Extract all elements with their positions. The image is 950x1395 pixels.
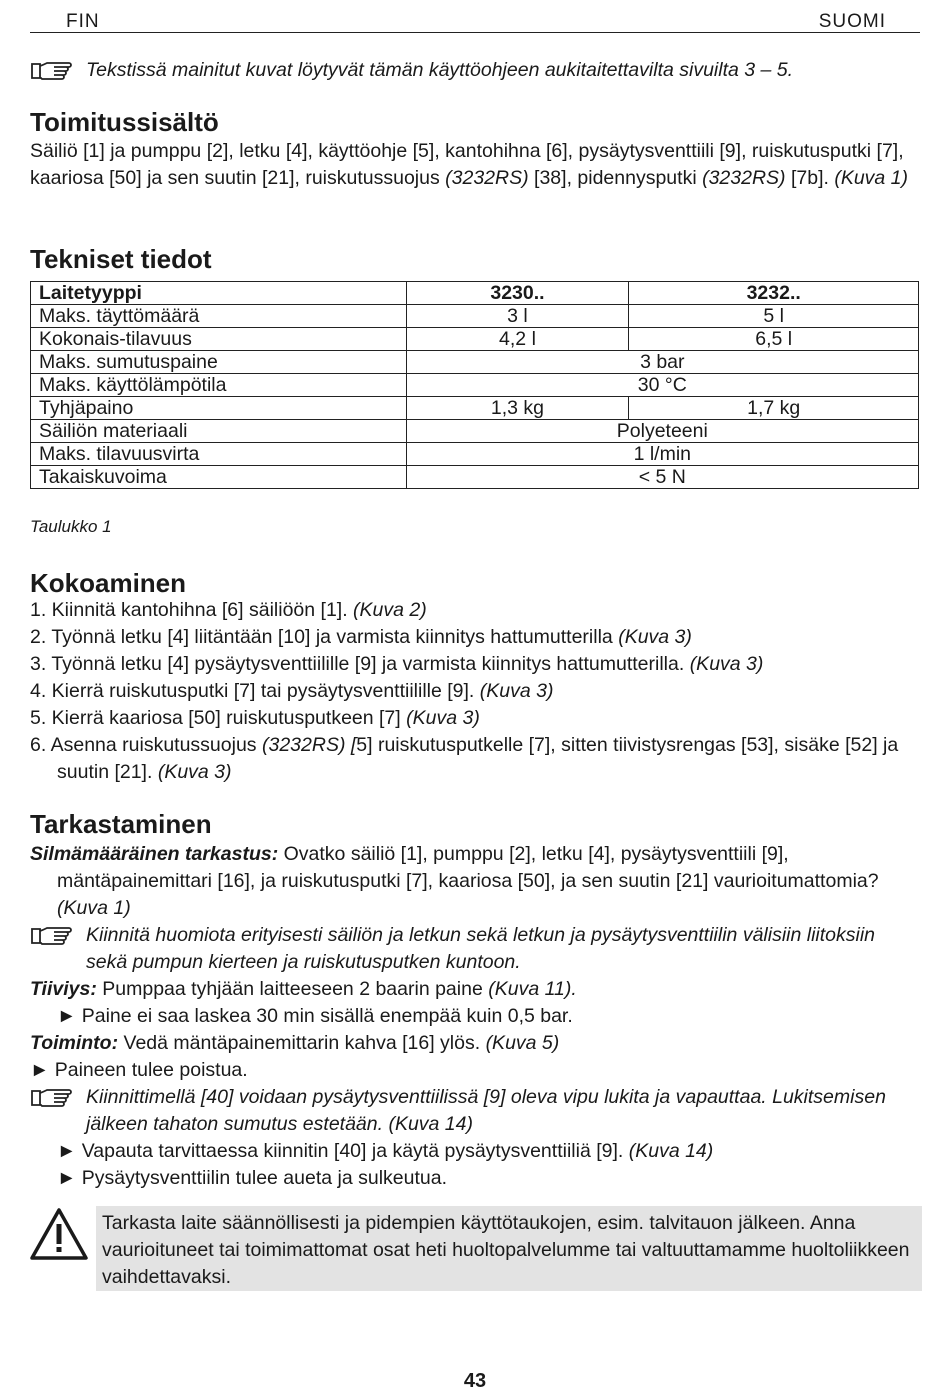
pointing-hand-icon (30, 57, 86, 91)
model-code: (3232RS) [ (261, 734, 357, 756)
step-text: 5. Kierrä kaariosa [50] ruiskutusputkeen [7] (30, 707, 407, 729)
table-cell: 1,3 kg (406, 397, 629, 420)
table-cell: 6,5 l (629, 328, 919, 351)
model-code: (3232RS) (445, 167, 529, 189)
table-row (31, 443, 919, 466)
table-cell: 1 l/min (406, 443, 918, 466)
visual-check-text: Ovatko säiliö [1], pumppu [2], letku [4], pysäytysventtiili [9], mäntäpainemittari [16], ja ruiskutusputki [7], kaariosa [50], ja sen suutin [21] vaurioitumattomia? (57, 843, 879, 892)
tightness-result: ► Paine ei saa laskea 30 min sisällä enempää kuin 0,5 bar. (57, 1005, 573, 1027)
warning-triangle-icon (28, 1206, 90, 1262)
table-cell: < 5 N (406, 466, 918, 489)
table-cell: Takaiskuvoima (31, 466, 407, 489)
table-cell: Maks. sumutuspaine (31, 351, 407, 374)
intro-note-text: Tekstissä mainitut kuvat löytyvät tämän käyttöohjeen aukitaitettavilta sivuilta 3 – 5. (86, 59, 794, 81)
table-header-cell: 3232.. (629, 282, 919, 305)
warning-box (96, 1206, 922, 1291)
figure-ref: (Kuva 5) (485, 1032, 560, 1054)
function-text: Vedä mäntäpainemittarin kahva [16] ylös. (118, 1032, 486, 1054)
table-cell: 4,2 l (406, 328, 629, 351)
table-row (31, 328, 919, 351)
step-text: 4. Kierrä ruiskutusputki [7] tai pysäytysventtiilille [9]. (30, 680, 480, 702)
intro-note (30, 57, 920, 91)
function-result: ► Paineen tulee poistua. (30, 1059, 248, 1081)
delivery-text-part: Säiliö [1] ja pumppu [2], letku [4], käyttöohje [5], kantohihna [6], pysäytysventtiili [9], ruiskutusputki [7], kaariosa [50] ja sen suutin [21], ruiskutussuojus (30, 140, 904, 189)
tightness-label: Tiiviys: (30, 978, 97, 1000)
figure-ref: (Kuva 3) (689, 653, 764, 675)
language-name: SUOMI (818, 11, 886, 32)
table-row (31, 374, 919, 397)
table-cell: Maks. täyttömäärä (31, 305, 407, 328)
table-cell: Tyhjäpaino (31, 397, 407, 420)
page-header (30, 6, 920, 33)
tightness-check (30, 976, 920, 1003)
table-cell: Maks. tilavuusvirta (31, 443, 407, 466)
table-header-cell: Laitetyyppi (31, 282, 407, 305)
delivery-text-part: [7b]. (785, 167, 835, 189)
lock-note (30, 1084, 920, 1138)
list-item (30, 732, 920, 786)
step-text: 3. Työnnä letku [4] pysäytysventtiilille [9] ja varmista kiinnitys hattumutterilla. (30, 653, 690, 675)
warning-text: Tarkasta laite säännöllisesti ja pidempien käyttötaukojen, esim. talvitauon jälkeen. Anna vaurioituneet tai toimimattomat osat heti huoltopalvelumme tai valtuuttamamme huoltoliikkeen vaihdettavaksi. (102, 1212, 910, 1288)
list-item (30, 705, 920, 732)
function-label: Toiminto: (30, 1032, 119, 1054)
list-item (30, 624, 920, 651)
table-row (31, 466, 919, 489)
lock-action (30, 1138, 920, 1165)
visual-check (30, 841, 920, 922)
table-cell: 1,7 kg (629, 397, 919, 420)
table-cell: Polyeteeni (406, 420, 918, 443)
table-row (31, 351, 919, 374)
table-caption: Taulukko 1 (30, 517, 112, 536)
table-cell: 30 °C (406, 374, 918, 397)
table-cell: 3 l (406, 305, 629, 328)
tightness-text: Pumppaa tyhjään laitteeseen 2 baarin paine (96, 978, 489, 1000)
assembly-steps (30, 597, 920, 786)
figure-ref: (Kuva 1) (834, 167, 909, 189)
section-title-tech: Tekniset tiedot (30, 244, 212, 274)
figure-ref: (Kuva 3) (406, 707, 480, 729)
section-title-inspection: Tarkastaminen (30, 809, 212, 839)
lock-action-text: ► Vapauta tarvittaessa kiinnitin [40] ja käytä pysäytysventtiiliä [9]. (57, 1140, 629, 1162)
table-cell: Maks. käyttölämpötila (31, 374, 407, 397)
table-cell: 3 bar (406, 351, 918, 374)
table-row (31, 397, 919, 420)
inspection-note (30, 922, 920, 976)
figure-ref: (Kuva 1) (57, 897, 131, 919)
function-check (30, 1030, 920, 1057)
section-title-assembly: Kokoaminen (30, 568, 187, 598)
table-cell: Säiliön materiaali (31, 420, 407, 443)
step-text: 2. Työnnä letku [4] liitäntään [10] ja varmista kiinnitys hattumutterilla (30, 626, 619, 648)
figure-ref: (Kuva 3) (618, 626, 692, 648)
model-code: (3232RS) (702, 167, 786, 189)
figure-ref: (Kuva 11). (488, 978, 577, 1000)
step-text: 5] ruiskutusputkelle [7], sitten tiivistysrengas [53], sisäke [52] ja suutin [21]. (57, 734, 899, 783)
figure-ref: (Kuva 3) (479, 680, 554, 702)
pointing-hand-icon (30, 1084, 86, 1118)
table-row (31, 305, 919, 328)
pointing-hand-icon (30, 922, 86, 956)
lock-result: ► Pysäytysventtiilin tulee aueta ja sulkeutua. (57, 1167, 448, 1189)
list-item (30, 651, 920, 678)
figure-ref: (Kuva 3) (157, 761, 232, 783)
language-code: FIN (66, 11, 100, 32)
list-item (30, 678, 920, 705)
table-header-row (31, 282, 919, 305)
table-header-cell: 3230.. (406, 282, 629, 305)
page-number: 43 (463, 1370, 487, 1392)
lock-note-text: Kiinnittimellä [40] voidaan pysäytysventtiilissä [9] oleva vipu lukita ja vapauttaa. Lukitsemisen jälkeen tahaton sumutus estetään. (Kuva 14) (86, 1086, 886, 1135)
list-item (30, 597, 920, 624)
table-cell: Kokonais-tilavuus (31, 328, 407, 351)
inspection-block (30, 841, 920, 1192)
table-cell: 5 l (629, 305, 919, 328)
spec-table (30, 281, 919, 489)
delivery-text-part: [38], pidennysputki (528, 167, 703, 189)
figure-ref: (Kuva 14) (628, 1140, 714, 1162)
figure-ref: (Kuva 2) (353, 599, 427, 621)
section-title-delivery: Toimitussisältö (30, 107, 219, 137)
step-text: 6. Asenna ruiskutussuojus (30, 734, 262, 756)
inspection-note-text: Kiinnitä huomiota erityisesti säiliön ja letkun sekä letkun ja pysäytysventtiilin välisiin liitoksiin sekä pumpun kierteen ja ruiskutusputken kuntoon. (86, 924, 876, 973)
visual-check-label: Silmämääräinen tarkastus: (30, 843, 279, 865)
step-text: 1. Kiinnitä kantohihna [6] säiliöön [1]. (30, 599, 354, 621)
spec-table-wrap (30, 281, 919, 489)
delivery-text (30, 138, 920, 192)
table-row (31, 420, 919, 443)
